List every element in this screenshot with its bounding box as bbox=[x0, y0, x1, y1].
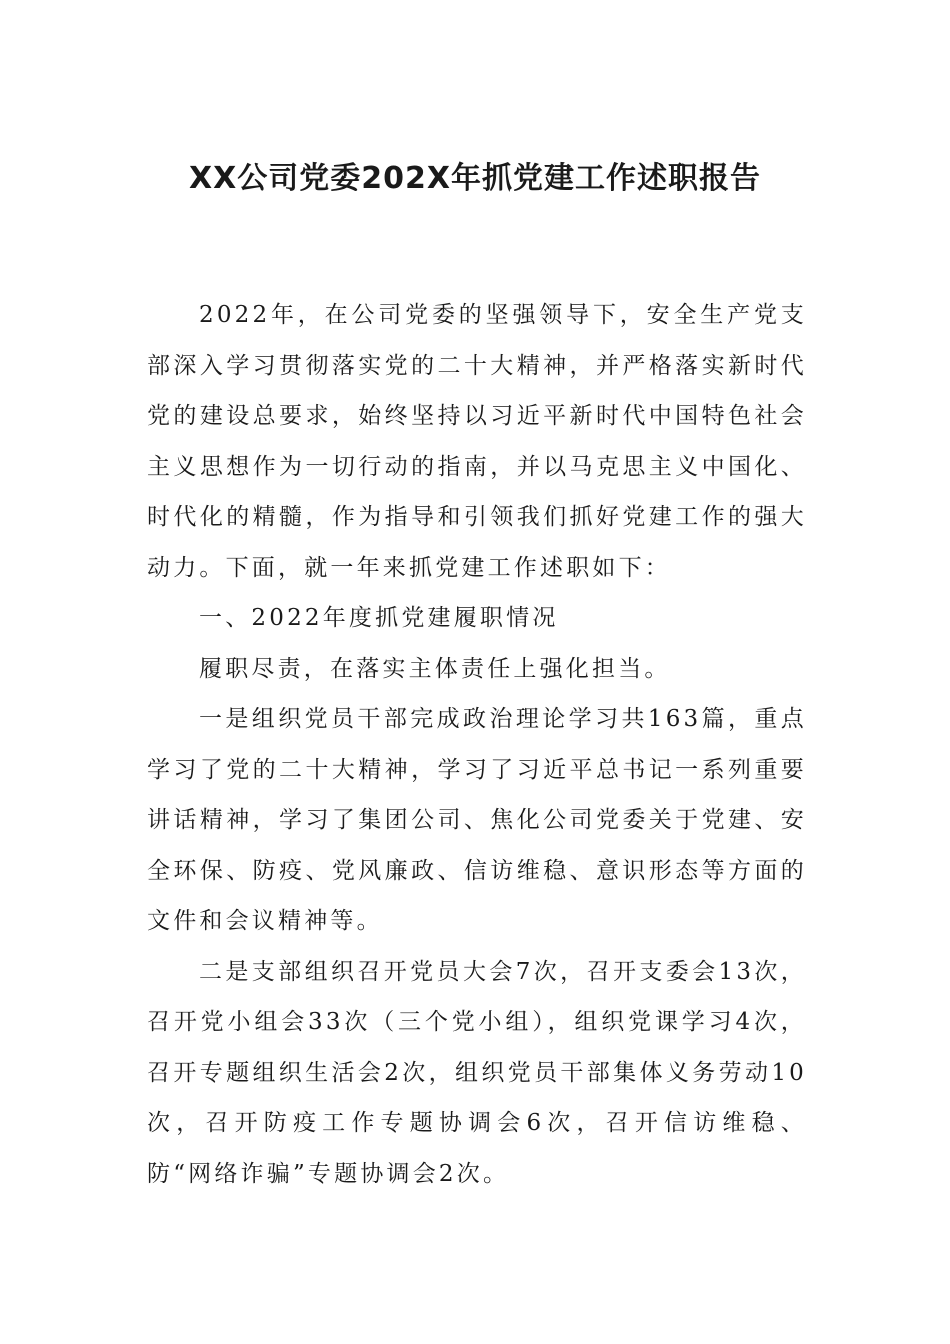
paragraph-item-one: 一是组织党员干部完成政治理论学习共163篇，重点学习了党的二十大精神，学习了习近平总书记一系列重要讲话精神，学习了集团公司、焦化公司党委关于党建、安全环保、防疫、党风廉政、信访维稳、意识形态等方面的文件和会议精神等。 bbox=[147, 706, 807, 934]
document-title: XX公司党委202X年抓党建工作述职报告 bbox=[188, 161, 761, 196]
document-body bbox=[147, 290, 807, 1199]
paragraph-subheading: 履职尽责，在落实主体责任上强化担当。 bbox=[199, 655, 671, 682]
section-heading: 一、2022年度抓党建履职情况 bbox=[199, 605, 559, 631]
paragraph-item-two: 二是支部组织召开党员大会7次，召开支委会13次，召开党小组会33次（三个党小组），组织党课学习4次，召开专题组织生活会2次，组织党员干部集体义务劳动10次，召开防疫工作专题协调会6次，召开信访维稳、防“网络诈骗”专题协调会2次。 bbox=[147, 958, 807, 1187]
paragraph-intro: 2022年，在公司党委的坚强领导下，安全生产党支部深入学习贯彻落实党的二十大精神，并严格落实新时代党的建设总要求，始终坚持以习近平新时代中国特色社会主义思想作为一切行动的指南，并以马克思主义中国化、时代化的精髓，作为指导和引领我们抓好党建工作的强大动力。下面，就一年来抓党建工作述职如下： bbox=[147, 302, 807, 581]
